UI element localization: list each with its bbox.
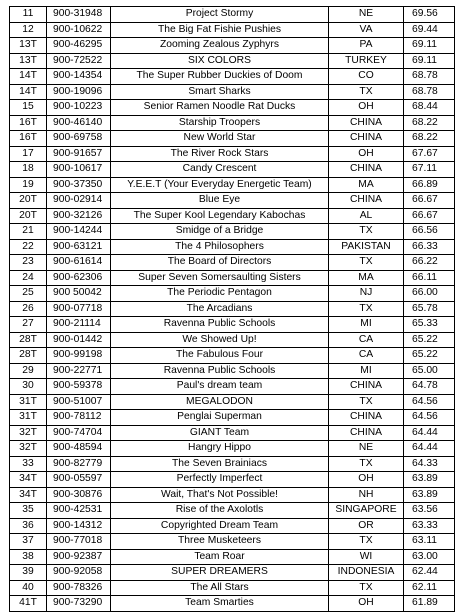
location-cell: MA xyxy=(329,177,404,193)
table-row xyxy=(10,115,455,131)
results-table-body xyxy=(10,7,455,612)
team-name-cell: The Big Fat Fishie Pushies xyxy=(111,22,329,38)
team-id-cell: 900-74704 xyxy=(47,425,111,441)
rank-cell: 16T xyxy=(10,115,47,131)
results-sheet xyxy=(9,6,455,612)
location-cell: MA xyxy=(329,270,404,286)
score-cell: 68.22 xyxy=(404,131,455,147)
table-row xyxy=(10,84,455,100)
location-cell: CA xyxy=(329,332,404,348)
team-name-cell: Senior Ramen Noodle Rat Ducks xyxy=(111,100,329,116)
rank-cell: 32T xyxy=(10,441,47,457)
team-name-cell: The Seven Brainiacs xyxy=(111,456,329,472)
table-row xyxy=(10,456,455,472)
team-id-cell: 900-05597 xyxy=(47,472,111,488)
rank-cell: 30 xyxy=(10,379,47,395)
score-cell: 69.44 xyxy=(404,22,455,38)
rank-cell: 29 xyxy=(10,363,47,379)
team-id-cell: 900-82779 xyxy=(47,456,111,472)
team-name-cell: Wait, That's Not Possible! xyxy=(111,487,329,503)
rank-cell: 20T xyxy=(10,193,47,209)
rank-cell: 39 xyxy=(10,565,47,581)
team-name-cell: The Arcadians xyxy=(111,301,329,317)
score-cell: 64.78 xyxy=(404,379,455,395)
team-id-cell: 900-63121 xyxy=(47,239,111,255)
team-id-cell: 900-10617 xyxy=(47,162,111,178)
table-row xyxy=(10,332,455,348)
score-cell: 66.22 xyxy=(404,255,455,271)
score-cell: 64.44 xyxy=(404,441,455,457)
rank-cell: 34T xyxy=(10,472,47,488)
rank-cell: 31T xyxy=(10,410,47,426)
rank-cell: 34T xyxy=(10,487,47,503)
team-name-cell: Candy Crescent xyxy=(111,162,329,178)
score-cell: 65.00 xyxy=(404,363,455,379)
score-cell: 68.78 xyxy=(404,69,455,85)
team-id-cell: 900-02914 xyxy=(47,193,111,209)
location-cell: TX xyxy=(329,534,404,550)
team-name-cell: The 4 Philosophers xyxy=(111,239,329,255)
team-id-cell: 900-61614 xyxy=(47,255,111,271)
score-cell: 65.22 xyxy=(404,332,455,348)
score-cell: 69.11 xyxy=(404,53,455,69)
table-row xyxy=(10,487,455,503)
location-cell: VA xyxy=(329,22,404,38)
team-id-cell: 900-14312 xyxy=(47,518,111,534)
team-name-cell: The Periodic Pentagon xyxy=(111,286,329,302)
score-cell: 66.89 xyxy=(404,177,455,193)
team-name-cell: Ravenna Public Schools xyxy=(111,363,329,379)
rank-cell: 36 xyxy=(10,518,47,534)
team-id-cell: 900-10223 xyxy=(47,100,111,116)
location-cell: TURKEY xyxy=(329,53,404,69)
team-name-cell: MEGALODON xyxy=(111,394,329,410)
location-cell: OH xyxy=(329,146,404,162)
table-row xyxy=(10,363,455,379)
rank-cell: 28T xyxy=(10,332,47,348)
score-cell: 64.56 xyxy=(404,410,455,426)
team-id-cell: 900-99198 xyxy=(47,348,111,364)
team-name-cell: Team Smarties xyxy=(111,596,329,612)
team-id-cell: 900-10622 xyxy=(47,22,111,38)
team-name-cell: GIANT Team xyxy=(111,425,329,441)
location-cell: OH xyxy=(329,472,404,488)
rank-cell: 31T xyxy=(10,394,47,410)
table-row xyxy=(10,317,455,333)
table-row xyxy=(10,177,455,193)
table-row xyxy=(10,518,455,534)
team-name-cell: Project Stormy xyxy=(111,7,329,23)
score-cell: 67.67 xyxy=(404,146,455,162)
table-row xyxy=(10,7,455,23)
table-row xyxy=(10,301,455,317)
rank-cell: 11 xyxy=(10,7,47,23)
rank-cell: 14T xyxy=(10,84,47,100)
rank-cell: 15 xyxy=(10,100,47,116)
team-id-cell: 900-46295 xyxy=(47,38,111,54)
table-row xyxy=(10,224,455,240)
rank-cell: 25 xyxy=(10,286,47,302)
rank-cell: 41T xyxy=(10,596,47,612)
score-cell: 67.11 xyxy=(404,162,455,178)
table-row xyxy=(10,379,455,395)
location-cell: CHINA xyxy=(329,131,404,147)
score-cell: 64.33 xyxy=(404,456,455,472)
team-id-cell: 900-37350 xyxy=(47,177,111,193)
score-cell: 66.56 xyxy=(404,224,455,240)
rank-cell: 32T xyxy=(10,425,47,441)
team-id-cell: 900-78326 xyxy=(47,580,111,596)
team-id-cell: 900-51007 xyxy=(47,394,111,410)
table-row xyxy=(10,162,455,178)
location-cell: TX xyxy=(329,255,404,271)
team-id-cell: 900-69758 xyxy=(47,131,111,147)
table-row xyxy=(10,239,455,255)
table-row xyxy=(10,69,455,85)
team-name-cell: Starship Troopers xyxy=(111,115,329,131)
location-cell: CHINA xyxy=(329,379,404,395)
team-name-cell: Perfectly Imperfect xyxy=(111,472,329,488)
team-name-cell: Penglai Superman xyxy=(111,410,329,426)
location-cell: TX xyxy=(329,580,404,596)
table-row xyxy=(10,208,455,224)
rank-cell: 13T xyxy=(10,38,47,54)
table-row xyxy=(10,472,455,488)
table-row xyxy=(10,549,455,565)
score-cell: 65.22 xyxy=(404,348,455,364)
team-name-cell: SIX COLORS xyxy=(111,53,329,69)
location-cell: WI xyxy=(329,549,404,565)
rank-cell: 28T xyxy=(10,348,47,364)
table-row xyxy=(10,146,455,162)
team-name-cell: Smart Sharks xyxy=(111,84,329,100)
team-name-cell: Blue Eye xyxy=(111,193,329,209)
team-id-cell: 900-92058 xyxy=(47,565,111,581)
score-cell: 62.44 xyxy=(404,565,455,581)
table-row xyxy=(10,503,455,519)
team-name-cell: The River Rock Stars xyxy=(111,146,329,162)
location-cell: AL xyxy=(329,208,404,224)
team-name-cell: The All Stars xyxy=(111,580,329,596)
location-cell: NE xyxy=(329,441,404,457)
team-name-cell: Super Seven Somersaulting Sisters xyxy=(111,270,329,286)
team-id-cell: 900-22771 xyxy=(47,363,111,379)
location-cell: MI xyxy=(329,317,404,333)
score-cell: 66.00 xyxy=(404,286,455,302)
team-name-cell: Rise of the Axolotls xyxy=(111,503,329,519)
team-id-cell: 900-14244 xyxy=(47,224,111,240)
location-cell: CHINA xyxy=(329,193,404,209)
table-row xyxy=(10,410,455,426)
rank-cell: 17 xyxy=(10,146,47,162)
location-cell: CHINA xyxy=(329,162,404,178)
team-id-cell: 900-21114 xyxy=(47,317,111,333)
score-cell: 66.67 xyxy=(404,208,455,224)
table-row xyxy=(10,38,455,54)
team-id-cell: 900-78112 xyxy=(47,410,111,426)
score-cell: 68.78 xyxy=(404,84,455,100)
team-id-cell: 900-31948 xyxy=(47,7,111,23)
location-cell: TX xyxy=(329,394,404,410)
team-id-cell: 900-19096 xyxy=(47,84,111,100)
score-cell: 63.00 xyxy=(404,549,455,565)
team-id-cell: 900-14354 xyxy=(47,69,111,85)
score-cell: 63.56 xyxy=(404,503,455,519)
score-cell: 64.56 xyxy=(404,394,455,410)
table-row xyxy=(10,286,455,302)
score-cell: 68.44 xyxy=(404,100,455,116)
team-name-cell: SUPER DREAMERS xyxy=(111,565,329,581)
score-cell: 64.44 xyxy=(404,425,455,441)
location-cell: NH xyxy=(329,487,404,503)
team-id-cell: 900-92387 xyxy=(47,549,111,565)
location-cell: PAKISTAN xyxy=(329,239,404,255)
location-cell: CHINA xyxy=(329,425,404,441)
location-cell: CHINA xyxy=(329,115,404,131)
score-cell: 68.22 xyxy=(404,115,455,131)
team-name-cell: Zooming Zealous Zyphyrs xyxy=(111,38,329,54)
location-cell: OH xyxy=(329,100,404,116)
team-name-cell: Copyrighted Dream Team xyxy=(111,518,329,534)
table-row xyxy=(10,53,455,69)
team-name-cell: The Board of Directors xyxy=(111,255,329,271)
rank-cell: 33 xyxy=(10,456,47,472)
team-name-cell: The Fabulous Four xyxy=(111,348,329,364)
table-row xyxy=(10,534,455,550)
table-row xyxy=(10,255,455,271)
location-cell: CA xyxy=(329,348,404,364)
team-id-cell: 900-77018 xyxy=(47,534,111,550)
team-id-cell: 900-73290 xyxy=(47,596,111,612)
location-cell: NJ xyxy=(329,286,404,302)
score-cell: 63.33 xyxy=(404,518,455,534)
table-row xyxy=(10,22,455,38)
rank-cell: 27 xyxy=(10,317,47,333)
team-id-cell: 900-46140 xyxy=(47,115,111,131)
rank-cell: 26 xyxy=(10,301,47,317)
score-cell: 65.33 xyxy=(404,317,455,333)
team-name-cell: Y.E.E.T (Your Everyday Energetic Team) xyxy=(111,177,329,193)
team-name-cell: New World Star xyxy=(111,131,329,147)
location-cell: MI xyxy=(329,363,404,379)
rank-cell: 22 xyxy=(10,239,47,255)
table-row xyxy=(10,425,455,441)
team-id-cell: 900-01442 xyxy=(47,332,111,348)
team-name-cell: The Super Rubber Duckies of Doom xyxy=(111,69,329,85)
location-cell: PA xyxy=(329,38,404,54)
rank-cell: 38 xyxy=(10,549,47,565)
team-name-cell: We Showed Up! xyxy=(111,332,329,348)
location-cell: CHINA xyxy=(329,410,404,426)
rank-cell: 20T xyxy=(10,208,47,224)
team-name-cell: Three Musketeers xyxy=(111,534,329,550)
team-name-cell: Smidge of a Bridge xyxy=(111,224,329,240)
team-id-cell: 900-59378 xyxy=(47,379,111,395)
team-name-cell: Ravenna Public Schools xyxy=(111,317,329,333)
location-cell: TX xyxy=(329,456,404,472)
team-name-cell: The Super Kool Legendary Kabochas xyxy=(111,208,329,224)
rank-cell: 13T xyxy=(10,53,47,69)
team-id-cell: 900-32126 xyxy=(47,208,111,224)
rank-cell: 23 xyxy=(10,255,47,271)
rank-cell: 18 xyxy=(10,162,47,178)
table-row xyxy=(10,131,455,147)
table-row xyxy=(10,270,455,286)
score-cell: 66.67 xyxy=(404,193,455,209)
results-table xyxy=(9,6,455,612)
team-id-cell: 900-72522 xyxy=(47,53,111,69)
rank-cell: 35 xyxy=(10,503,47,519)
location-cell: SINGAPORE xyxy=(329,503,404,519)
team-id-cell: 900-48594 xyxy=(47,441,111,457)
score-cell: 61.89 xyxy=(404,596,455,612)
rank-cell: 37 xyxy=(10,534,47,550)
table-row xyxy=(10,394,455,410)
team-name-cell: Team Roar xyxy=(111,549,329,565)
team-id-cell: 900-42531 xyxy=(47,503,111,519)
location-cell: OR xyxy=(329,518,404,534)
score-cell: 62.11 xyxy=(404,580,455,596)
location-cell: CO xyxy=(329,69,404,85)
table-row xyxy=(10,580,455,596)
score-cell: 69.56 xyxy=(404,7,455,23)
score-cell: 63.89 xyxy=(404,472,455,488)
team-name-cell: Hangry Hippo xyxy=(111,441,329,457)
table-row xyxy=(10,348,455,364)
table-row xyxy=(10,100,455,116)
rank-cell: 12 xyxy=(10,22,47,38)
location-cell: TX xyxy=(329,84,404,100)
team-name-cell: Paul's dream team xyxy=(111,379,329,395)
rank-cell: 24 xyxy=(10,270,47,286)
location-cell: TX xyxy=(329,301,404,317)
team-id-cell: 900-62306 xyxy=(47,270,111,286)
rank-cell: 14T xyxy=(10,69,47,85)
location-cell: NE xyxy=(329,7,404,23)
team-id-cell: 900-91657 xyxy=(47,146,111,162)
score-cell: 66.33 xyxy=(404,239,455,255)
location-cell: OH xyxy=(329,596,404,612)
table-row xyxy=(10,193,455,209)
location-cell: INDONESIA xyxy=(329,565,404,581)
score-cell: 69.11 xyxy=(404,38,455,54)
rank-cell: 40 xyxy=(10,580,47,596)
rank-cell: 16T xyxy=(10,131,47,147)
table-row xyxy=(10,596,455,612)
table-row xyxy=(10,565,455,581)
score-cell: 66.11 xyxy=(404,270,455,286)
location-cell: TX xyxy=(329,224,404,240)
score-cell: 63.11 xyxy=(404,534,455,550)
score-cell: 63.89 xyxy=(404,487,455,503)
rank-cell: 19 xyxy=(10,177,47,193)
team-id-cell: 900 50042 xyxy=(47,286,111,302)
table-row xyxy=(10,441,455,457)
score-cell: 65.78 xyxy=(404,301,455,317)
team-id-cell: 900-07718 xyxy=(47,301,111,317)
rank-cell: 21 xyxy=(10,224,47,240)
team-id-cell: 900-30876 xyxy=(47,487,111,503)
